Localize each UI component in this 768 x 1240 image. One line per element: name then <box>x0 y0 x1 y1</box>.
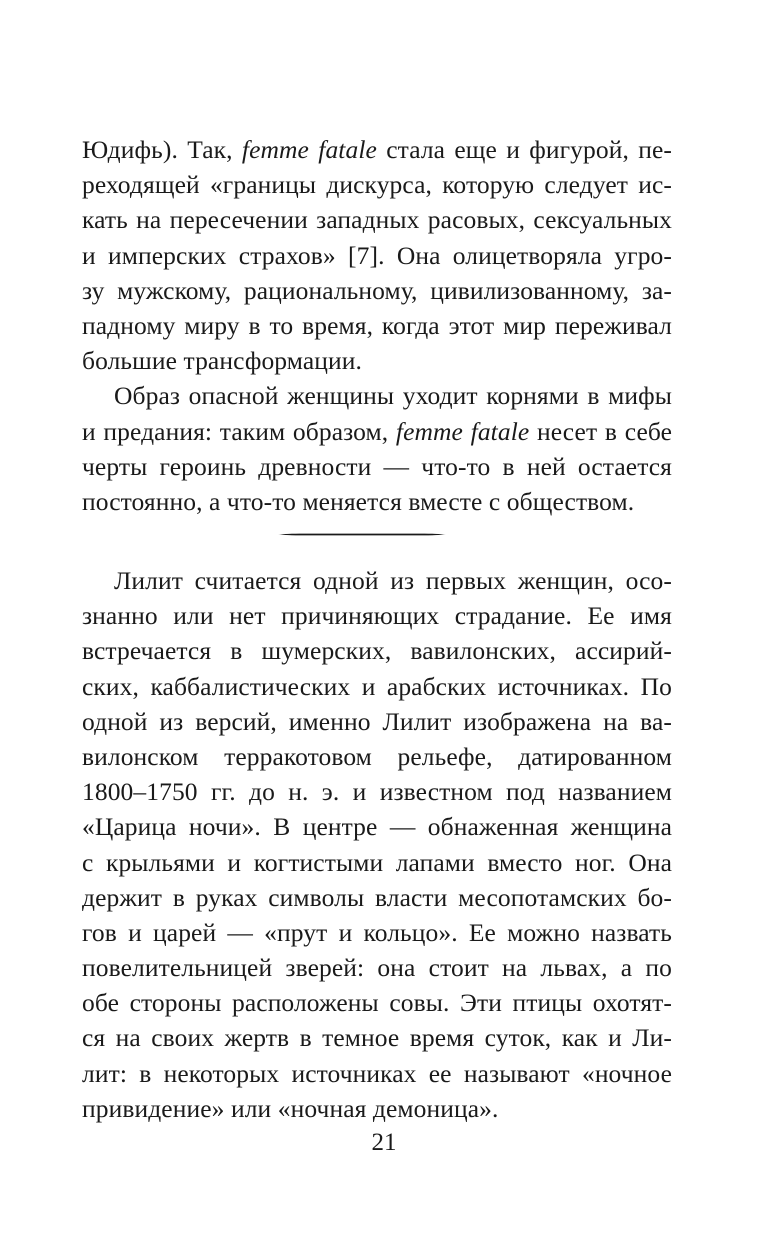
italic-term: femme fatale <box>395 416 530 446</box>
text-line: и предания: таким образом, femme fatale несет в себе <box>82 416 672 446</box>
text-line: кать на пересечении западных расовых, сексуальных <box>82 205 672 235</box>
italic-term: femme fatale <box>241 135 377 164</box>
text-line: Лилит считается одной из первых женщин, осо- <box>114 566 672 595</box>
paragraph <box>82 378 672 519</box>
text-line: с крыльями и когтистыми лапами вместо ног. Она <box>82 847 672 877</box>
text-line: вилонском терракотовом рельефе, датированном <box>82 741 672 771</box>
text-line: ских, каббалистических и арабских источниках. По <box>82 671 672 701</box>
text-line: черты героинь древности — что-то в ней остается <box>82 451 672 481</box>
text-line: падному миру в то время, когда этот мир переживал <box>82 310 672 340</box>
text-line: Юдифь). Так, femme fatale стала еще и фигурой, пе- <box>82 135 672 164</box>
text-line: большие трансформации. <box>82 346 362 376</box>
text-line: ся на своих жертв в темное время суток, как и Ли- <box>82 1023 672 1053</box>
text-section-bottom <box>82 563 672 1126</box>
text-line: реходящей «границы дискурса, которую следует ис- <box>82 170 672 200</box>
paragraph <box>82 132 672 378</box>
text-line: зу мужскому, рациональному, цивилизованному, за- <box>82 275 672 305</box>
text-line: постоянно, а что-то меняется вместе с обществом. <box>82 486 635 516</box>
text-line: и имперских страхов» [7]. Она олицетворяла угро- <box>82 240 672 270</box>
text-line: встречается в шумерских, вавилонских, ассирий- <box>82 636 672 666</box>
text-line: знанно или нет причиняющих страдание. Ее имя <box>82 601 672 631</box>
text-line: гов и царей — «прут и кольцо». Ее можно назвать <box>82 917 672 947</box>
text-line: 1800–1750 гг. до н. э. и известном под названием <box>82 777 672 807</box>
page-number: 21 <box>371 1129 397 1156</box>
text-line: Образ опасной женщины уходит корнями в мифы <box>114 381 672 411</box>
text-line: одной из версий, именно Лилит изображена на ва- <box>82 706 672 736</box>
section-divider <box>278 533 446 536</box>
text-line: повелительницей зверей: она стоит на львах, а по <box>82 953 672 983</box>
text-line: держит в руках символы власти месопотамских бо- <box>82 882 672 912</box>
text-line: «Царица ночи». В центре — обнаженная женщина <box>82 812 672 842</box>
text-section-top <box>82 132 672 519</box>
text-line: лит: в некоторых источниках ее называют «ночное <box>82 1058 672 1088</box>
text-line: привидение» или «ночная демоница». <box>82 1093 499 1123</box>
paragraph <box>82 563 672 1126</box>
text-line: обе стороны расположены совы. Эти птицы охотят- <box>82 988 672 1018</box>
